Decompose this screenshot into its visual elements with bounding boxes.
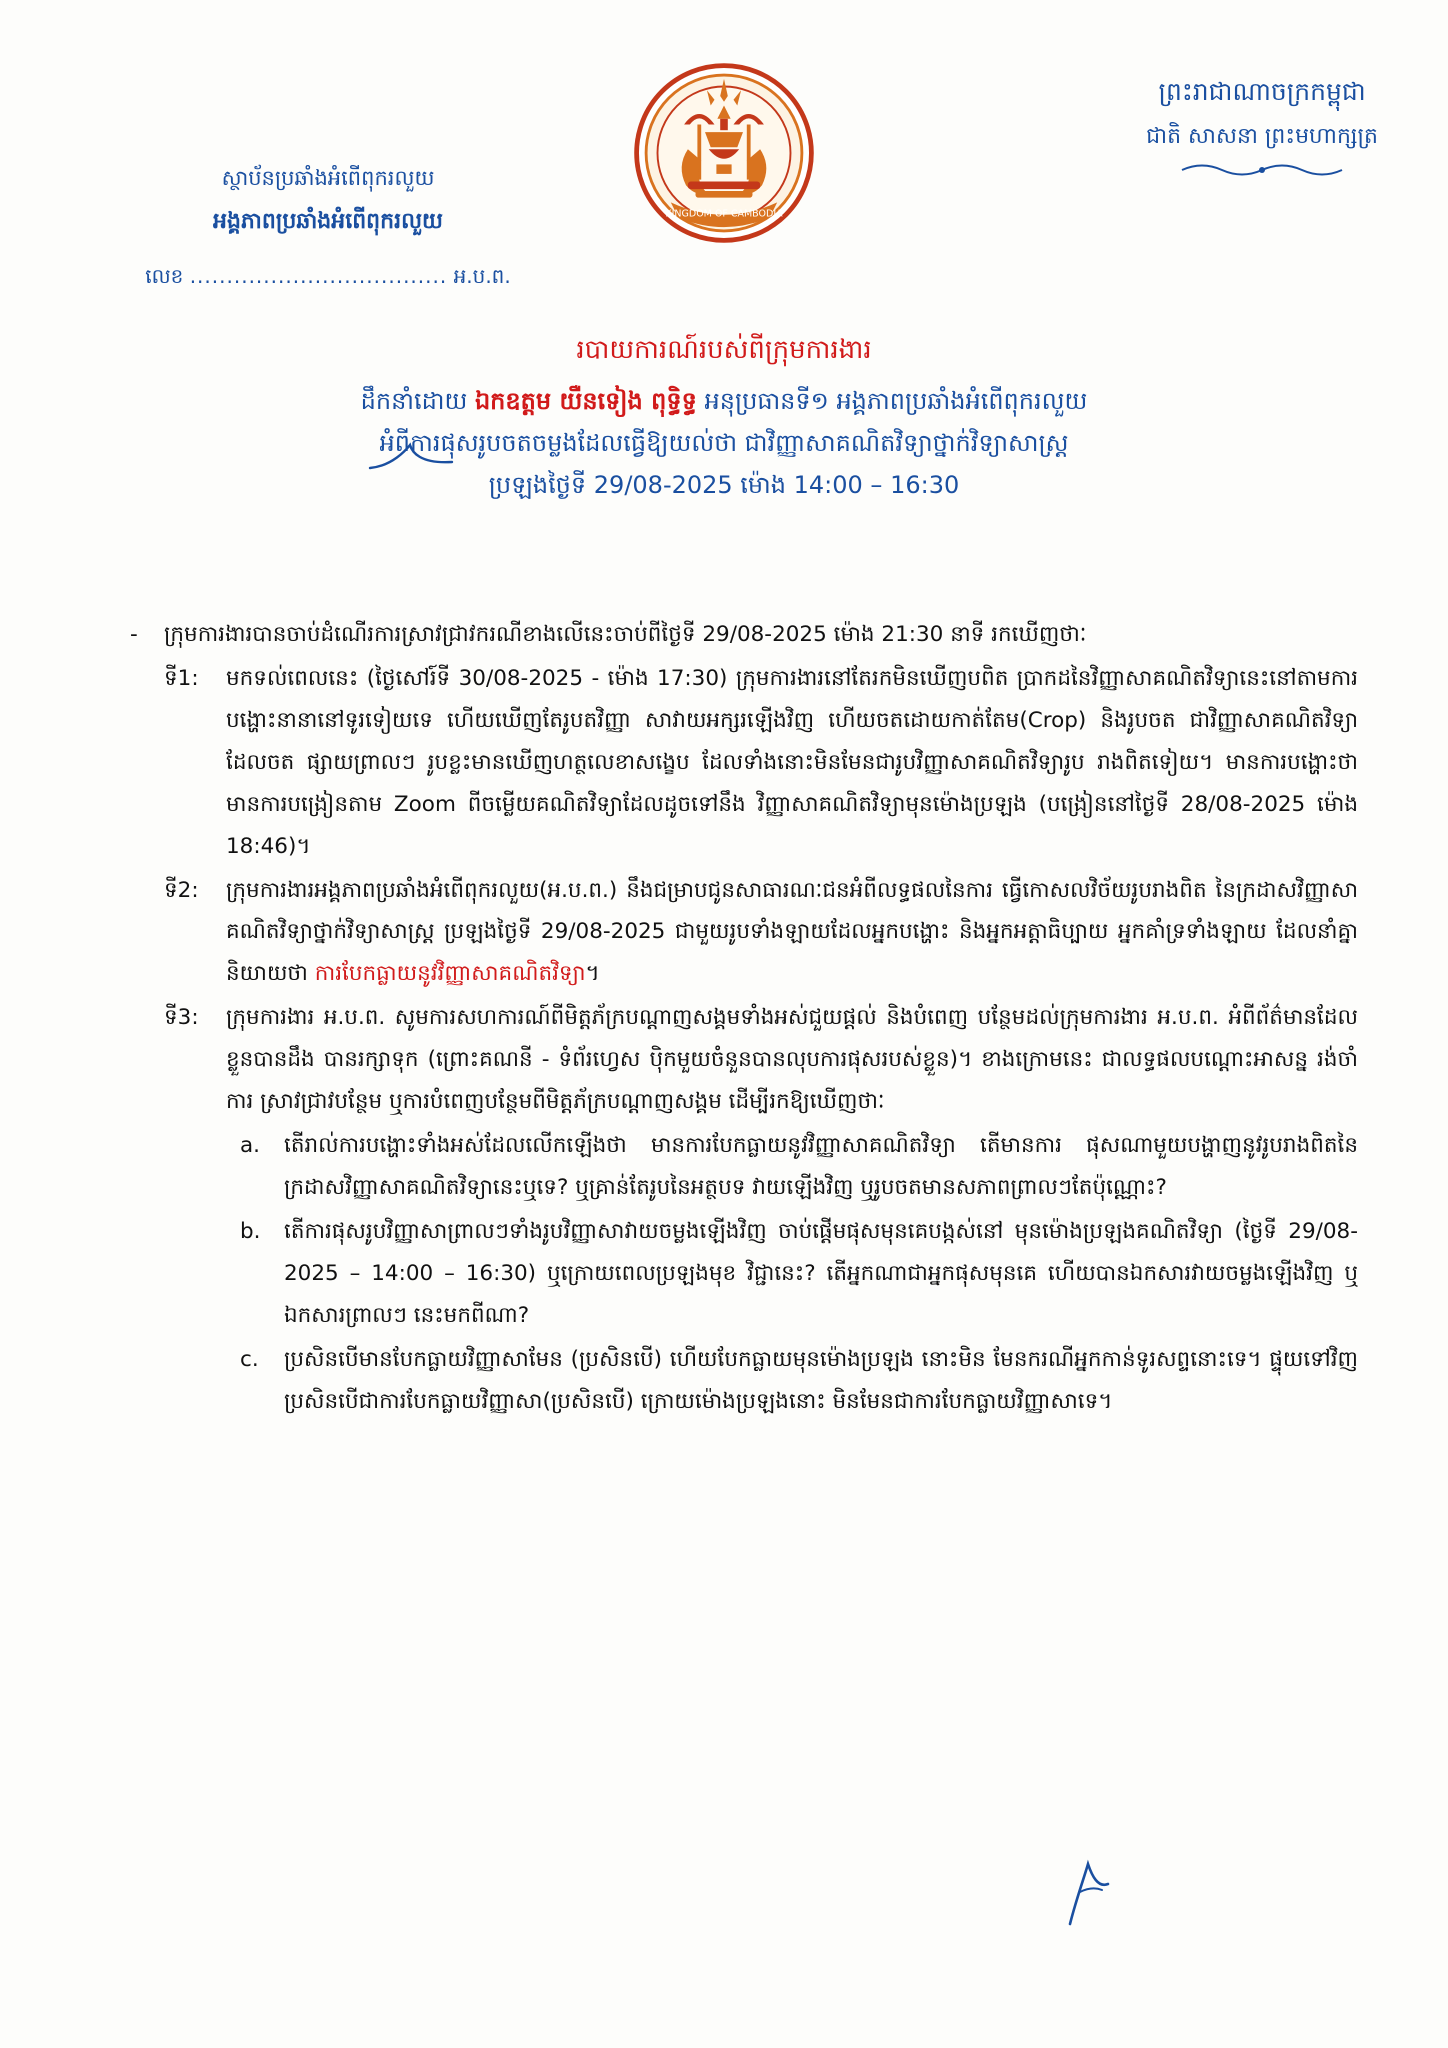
- subitem-b-marker: b.: [240, 1218, 261, 1244]
- reference-suffix: អ.ប.ព.: [453, 264, 511, 289]
- bottom-signature-icon: [1058, 1858, 1118, 1928]
- subtitle-person: ឯកឧត្តម យឺនទៀង ពុទ្ធិទ្ធ: [474, 386, 697, 415]
- subtitle-role: អនុប្រធានទី១ អង្គភាពប្រឆាំងអំពើពុករលួយ: [696, 386, 1088, 415]
- item-1: [130, 658, 1358, 868]
- subitem-a-marker: a.: [240, 1133, 261, 1159]
- subitem-b: [130, 1211, 1358, 1337]
- unit-name: អង្គភាពប្រឆាំងអំពើពុករលួយ: [213, 208, 443, 234]
- institution-name: ស្ថាប័នប្រឆាំងអំពើពុករលួយ: [221, 166, 435, 190]
- item-2-text-post: ។: [585, 961, 600, 987]
- decorative-divider-icon: [1172, 163, 1352, 177]
- reference-label: លេខ: [145, 264, 184, 289]
- item-3: [130, 997, 1358, 1123]
- item-1-text: មកទល់ពេលនេះ (ថ្ងៃសៅរ៍ទី 30/08-2025 - ម៉ោង 17:30) ក្រុមការងារនៅតែរកមិនឃើញបពិត ប្រាកដនៃវិញ្ញាសាគណិតវិទ្យានេះនៅតាមការបង្ហោះនានានៅទូរទៀយទេ ហើយឃើញតែរូបតវិញ្ញា សាវាយអក្សរឡើងវិញ ហើយចតដោយកាត់តែម(Crop) និងរូបចត ជាវិញ្ញាសាគណិតវិទ្យាដែលចត ផ្សាយព្រាលៗ រូបខ្លះមានឃើញហត្ថលេខាសង្ខេប ដែលទាំងនោះមិនមែនជារូបវិញ្ញាសាគណិតវិទ្យារូប រាងពិតទៀយ។ មានការបង្ហោះថា មានការបង្រៀនតាម Zoom ពីចម្លើយគណិតវិទ្យាដែលដូចទៅនឹង វិញ្ញាសាគណិតវិទ្យាមុនម៉ោងប្រឡង (បង្រៀននៅថ្ងៃទី 28/08-2025 ម៉ោង 18:46)។: [226, 665, 1358, 859]
- item-1-marker: ទី1:: [164, 665, 199, 691]
- item-2-highlight: ការបែកធ្លាយនូវវិញ្ញាសាគណិតវិទ្យា: [314, 961, 586, 987]
- exam-date-line: ប្រឡងថ្ងៃទី 29/08-2025 ម៉ោង 14:00 – 16:30: [488, 470, 960, 499]
- report-subject: អំពីការផុសរូបចតចម្លងដែលធ្វើឱ្យយល់ថា ជាវិញ្ញាសាគណិតវិទ្យាថ្នាក់វិទ្យាសាស្ត្រ: [379, 428, 1069, 457]
- report-subtitle: [0, 380, 1448, 422]
- subtitle-lead: ដឹកនាំដោយ: [360, 386, 475, 415]
- item-2-marker: ទី2:: [164, 877, 199, 903]
- header-left-block: [128, 160, 528, 294]
- reference-number-line: [128, 259, 528, 294]
- intro-bullet: -: [130, 622, 138, 647]
- item-2: [130, 870, 1358, 996]
- title-block: [0, 330, 1448, 505]
- reference-dots: ...................................: [189, 264, 448, 289]
- item-2-text-pre: ក្រុមការងារអង្គភាពប្រឆាំងអំពើពុករលួយ(អ.ប.ព.) នឹងជម្រាបជូនសាធារណៈជនអំពីលទ្ធផលនៃការ ធ្វើកោសលវិច័យរូបរាងពិត នៃក្រដាសវិញ្ញាសាគណិតវិទ្យាថ្នាក់វិទ្យាសាស្ត្រ ប្រឡងថ្ងៃទី 29/08-2025 ជាមួយរូបទាំងឡាយដែលអ្នកបង្ហោះ និងអ្នកអត្តាធិប្បាយ អ្នកគាំទ្រទាំងឡាយ ដែលនាំគ្នា និយាយថា: [226, 877, 1358, 987]
- item-2-text: [226, 870, 1358, 996]
- document-header: [0, 0, 1448, 330]
- item-3-marker: ទី3:: [164, 1005, 199, 1031]
- subitem-b-text: តើការផុសរូបវិញ្ញាសាព្រាលៗទាំងរូបវិញ្ញាសាវាយចម្លងឡើងវិញ ចាប់ផ្ដើមផុសមុនគេបង្កស់នៅ មុនម៉ោងប្រឡងគណិតវិទ្យា (ថ្ងៃទី 29/08-2025 – 14:00 – 16:30) ឬក្រោយពេលប្រឡងមុខ វិជ្ជានេះ? តើអ្នកណាជាអ្នកផុសមុនគេ ហើយបានឯកសារវាយចម្លងឡើងវិញ ឬឯកសារព្រាលៗ នេះមកពីណា?: [284, 1218, 1358, 1328]
- report-title: របាយការណ៍របស់ពីក្រុមការងារ: [576, 335, 872, 365]
- header-right-block: [1146, 68, 1378, 188]
- country-name: ព្រះរាជាណាចក្រកម្ពុជា: [1158, 77, 1366, 106]
- document-body: [0, 614, 1448, 1425]
- national-motto: ជាតិ សាសនា ព្រះមហាក្សត្រ: [1146, 123, 1378, 149]
- subitem-c: [130, 1339, 1358, 1423]
- intro-paragraph: [130, 614, 1358, 656]
- subitem-a: [130, 1125, 1358, 1209]
- intro-text: ក្រុមការងារបានចាប់ដំណើរការស្រាវជ្រាវករណីខាងលើនេះចាប់ពីថ្ងៃទី 29/08-2025 ម៉ោង 21:30 នាទី រកឃើញថាៈ: [164, 622, 1087, 647]
- svg-text:KINGDOM OF CAMBODIA: KINGDOM OF CAMBODIA: [665, 208, 783, 220]
- item-3-text: ក្រុមការងារ អ.ប.ព. សូមការសហការណ៍ពីមិត្តភ័ក្របណ្ដាញសង្គមទាំងអស់ជួយផ្ដល់ និងបំពេញ បន្ថែមដល់ក្រុមការងារ អ.ប.ព. អំពីព័ត៌មានដែលខ្លួនបានដឹង បានរក្សាទុក (ព្រោះគណនី - ទំព័រហ្វេស បុិកមួយចំនួនបានលុបការផុសរបស់ខ្លួន)។ ខាងក្រោមនេះ ជាលទ្ធផលបណ្ដោះអាសន្ន រង់ចាំការ ស្រាវជ្រាវបន្ថែម ឬការបំពេញបន្ថែមពីមិត្តភ័ក្របណ្ដាញសង្គម ដើម្បីរកឱ្យឃើញថាៈ: [226, 1005, 1358, 1115]
- subitem-c-marker: c.: [240, 1346, 259, 1372]
- subitem-a-text: តើរាល់ការបង្ហោះទាំងអស់ដែលលើកឡើងថា មានការបែកធ្លាយនូវវិញ្ញាសាគណិតវិទ្យា តើមានការ ផុសណាមួយបង្ហាញនូវរូបរាងពិតនៃក្រដាសវិញ្ញាសាគណិតវិទ្យានេះឬទេ? ឬគ្រាន់តែរូបនៃអត្ថបទ វាយឡើងវិញ ឬរូបចតមានសភាពព្រាលៗតែប៉ុណ្ណោះ?: [284, 1133, 1358, 1200]
- subitem-c-text: ប្រសិនបើមានបែកធ្លាយវិញ្ញាសាមែន (ប្រសិនបើ) ហើយបែកធ្លាយមុនម៉ោងប្រឡង នោះមិន មែនករណីអ្នកកាន់ទូរសព្ទនោះទេ។ ផ្ទុយទៅវិញ ប្រសិនបើជាការបែកធ្លាយវិញ្ញាសា(ប្រសិនបើ) ក្រោយម៉ោងប្រឡងនោះ មិនមែនជាការបែកធ្លាយវិញ្ញាសាទេ។: [284, 1346, 1358, 1414]
- cambodia-royal-emblem-icon: [629, 58, 819, 248]
